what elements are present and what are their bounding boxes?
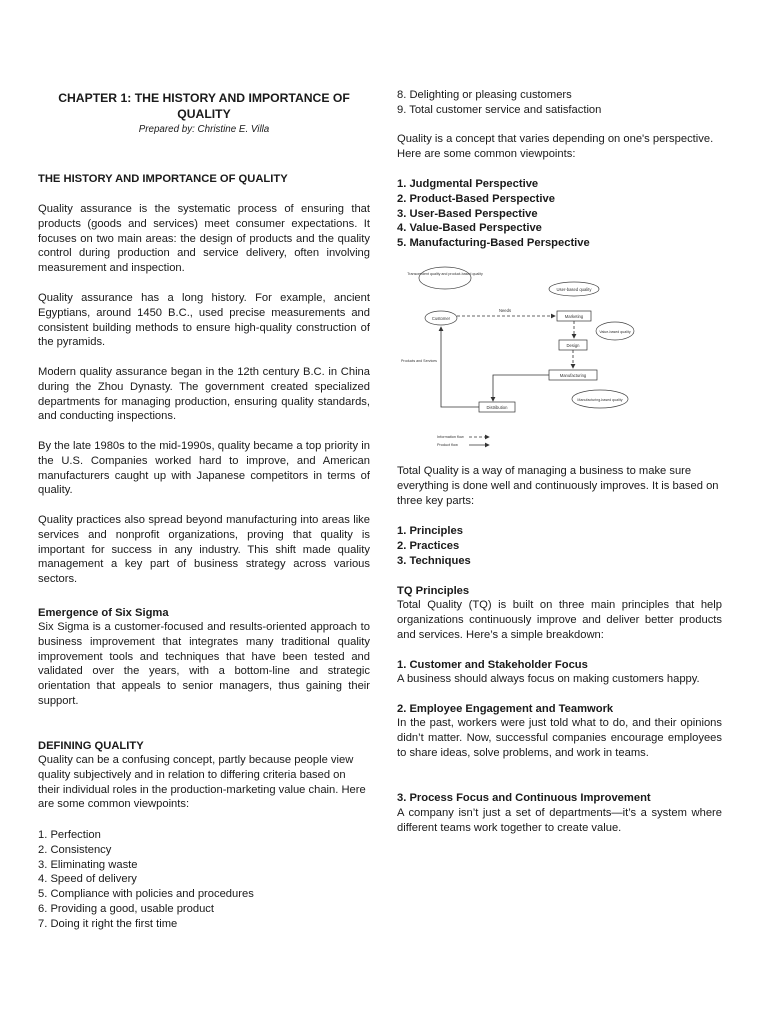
principle-customer-heading: 1. Customer and Stakeholder Focus (397, 659, 588, 671)
viewpoints-list (38, 828, 370, 932)
legend-product-flow: Product flow (437, 443, 458, 447)
marketing-label: Marketing (564, 314, 584, 319)
principle-employee-heading: 2. Employee Engagement and Teamwork (397, 703, 614, 715)
list-item: 4. Speed of delivery (38, 873, 137, 886)
viewpoints-list-continued (397, 88, 722, 118)
manufacturing-label: Manufacturing (559, 373, 587, 378)
list-item: 5. Manufacturing-Based Perspective (397, 237, 590, 250)
list-item: 1. Perfection (38, 829, 101, 841)
value-based-quality-label: Value-based quality (599, 330, 631, 334)
legend-information-flow: Information flow (437, 435, 464, 439)
transcendent-quality-cloud (419, 267, 471, 289)
chapter-title-line2: QUALITY (177, 107, 231, 121)
needs-label: Needs (498, 308, 512, 313)
author-byline: Prepared by: Christine E. Villa (138, 124, 270, 135)
paragraph-egyptians: Quality assurance has a long history. For example, ancient Egyptians, around 1450 B.C., used precise measurements and consistent building methods to ensure high-quality construction of the pyramids. (38, 292, 370, 349)
list-item: 1. Principles (397, 525, 463, 537)
paragraph-spread-beyond: Quality practices also spread beyond manufacturing into areas like services and nonprofit organizations, proving that quality is important for success in any industry. This shift made quality management a key part of business strategy across various sectors. (38, 514, 370, 586)
tq-principles-paragraph: Total Quality (TQ) is built on three main principles that help organizations continuously improve and deliver better products and services. Here’s a simple breakdown: (397, 599, 722, 641)
list-item: 1. Judgmental Perspective (397, 178, 539, 190)
principle-process-heading: 3. Process Focus and Continuous Improvement (397, 792, 651, 804)
chapter-title-line1: CHAPTER 1: THE HISTORY AND IMPORTANCE OF (58, 91, 350, 105)
customer-label: Customer (431, 316, 451, 321)
defining-quality-heading: DEFINING QUALITY (38, 740, 144, 752)
list-item: 3. User-Based Perspective (397, 207, 538, 220)
principle-employee-text: In the past, workers were just told what to do, and their opinions didn’t matter. Now, successful companies encourage employees to share ideas, solve problems, and work in teams. (397, 717, 722, 759)
list-item: 5. Compliance with policies and procedures (38, 888, 254, 901)
tq-intro-paragraph: Total Quality is a way of managing a business to make sure everything is done well and continuously improves. It is based on three key parts: (397, 465, 719, 507)
distribution-label: Distribution (486, 405, 508, 410)
list-item: 6. Providing a good, usable product (38, 902, 215, 915)
list-item: 7. Doing it right the first time (38, 917, 178, 930)
six-sigma-paragraph: Six Sigma is a customer-focused and results-oriented approach to business improvement that integrates many traditional quality improvement tools and techniques that have been tested and validated over the years, with a bottom-line and strategic orientation that appeals to senior managers, thus gaining their support. (38, 621, 370, 707)
user-based-quality-label: User-based quality (556, 287, 592, 292)
chapter-title (38, 90, 370, 122)
quality-perspectives-diagram (397, 258, 647, 450)
list-item: 9. Total customer service and satisfaction (397, 103, 602, 116)
list-item: 2. Practices (397, 539, 460, 552)
list-item: 3. Techniques (397, 554, 471, 567)
design-label: Design (566, 343, 580, 348)
list-item: 8. Delighting or pleasing customers (397, 89, 572, 101)
transcendent-quality-label: Transcendent quality and product-based quality (407, 272, 483, 276)
list-item: 4. Value-Based Perspective (397, 222, 542, 235)
principle-customer-text: A business should always focus on making customers happy. (397, 673, 700, 685)
paragraph-us-1980s: By the late 1980s to the mid-1990s, quality became a top priority in the U.S. Companies worked hard to improve, and American manufacturers caught up with Japanese competitors in terms of quality. (38, 440, 370, 497)
defining-quality-paragraph: Quality can be a confusing concept, partly because people view quality subjectively and in relation to differing criteria based on their individual roles in the production-marketing value chain. Here are some common viewpoints: (38, 754, 366, 811)
perspective-intro-paragraph: Quality is a concept that varies depending on one's perspective. Here are some common viewpoints: (397, 133, 714, 160)
six-sigma-heading: Emergence of Six Sigma (38, 607, 169, 619)
tq-principles-heading: TQ Principles (397, 585, 470, 597)
perspectives-list (397, 177, 722, 251)
tq-parts-list (397, 524, 722, 568)
list-item: 2. Product-Based Perspective (397, 192, 555, 205)
section-heading-history: THE HISTORY AND IMPORTANCE OF QUALITY (38, 173, 288, 185)
principle-process-text: A company isn’t just a set of departments—it’s a system where different teams work together to create value. (397, 807, 722, 834)
paragraph-zhou-dynasty: Modern quality assurance began in the 12th century B.C. in China during the Zhou Dynasty. The government created specialized departments for managing production, ensuring quality standards, and conducting inspections. (38, 366, 370, 423)
paragraph-quality-assurance: Quality assurance is the systematic process of ensuring that products (goods and services) meet consumer expectations. It focuses on two main areas: the design of products and the quality control during production and service delivery, often involving measurement and inspection. (38, 203, 370, 275)
manufacturing-based-quality-label: Manufacturing-based quality (577, 398, 623, 402)
list-item: 2. Consistency (38, 843, 112, 856)
list-item: 3. Eliminating waste (38, 858, 138, 871)
products-services-label: Products and Services (401, 359, 437, 363)
